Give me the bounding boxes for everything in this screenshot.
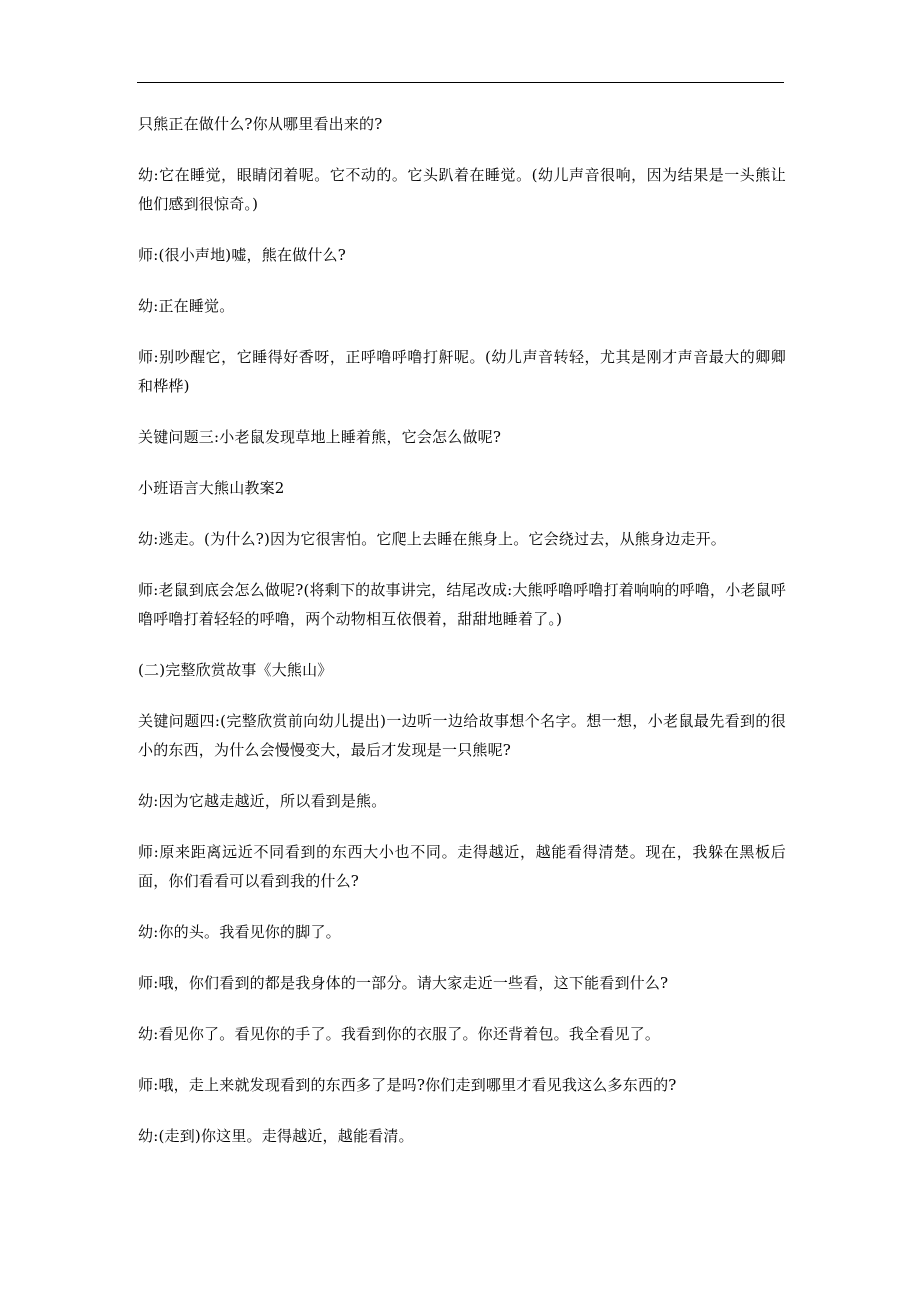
paragraph: 关键问题三:小老鼠发现草地上睡着熊，它会怎么做呢? <box>138 428 502 446</box>
paragraph: 关键问题四:(完整欣赏前向幼儿提出)一边听一边给故事想个名字。想一想，小老鼠最先看到的很小的东西，为什么会慢慢变大，最后才发现是一只熊呢? <box>138 712 786 759</box>
paragraph: 幼:正在睡觉。 <box>138 297 235 315</box>
section-heading: (二)完整欣赏故事《大熊山》 <box>138 661 333 679</box>
paragraph: 幼:它在睡觉，眼睛闭着呢。它不动的。它头趴着在睡觉。(幼儿声音很响，因为结果是一头熊让他们感到很惊奇。) <box>138 166 786 213</box>
paragraph: 幼:看见你了。看见你的手了。我看到你的衣服了。你还背着包。我全看见了。 <box>138 1025 661 1043</box>
paragraph: 幼:逃走。(为什么?)因为它很害怕。它爬上去睡在熊身上。它会绕过去，从熊身边走开。 <box>138 530 727 548</box>
paragraph: 师:哦，走上来就发现看到的东西多了是吗?你们走到哪里才看见我这么多东西的? <box>138 1076 677 1094</box>
paragraph: 幼:你的头。我看见你的脚了。 <box>138 923 341 941</box>
section-title: 小班语言大熊山教案2 <box>138 479 285 497</box>
paragraph: 师:哦，你们看到的都是我身体的一部分。请大家走近一些看，这下能看到什么? <box>138 974 669 992</box>
document-body <box>138 110 786 1173</box>
header-rule <box>137 82 784 83</box>
paragraph: 师:(很小声地)嘘，熊在做什么? <box>138 246 347 264</box>
paragraph: 幼:(走到)你这里。走得越近，越能看清。 <box>138 1127 414 1145</box>
paragraph: 师:别吵醒它，它睡得好香呀，正呼噜呼噜打鼾呢。(幼儿声音转轻，尤其是刚才声音最大的卿卿和桦桦) <box>138 348 786 395</box>
paragraph: 只熊正在做什么?你从哪里看出来的? <box>138 115 383 133</box>
paragraph: 师:老鼠到底会怎么做呢?(将剩下的故事讲完，结尾改成:大熊呼噜呼噜打着响响的呼噜，小老鼠呼噜呼噜打着轻轻的呼噜，两个动物相互依偎着，甜甜地睡着了。) <box>138 581 787 628</box>
paragraph: 师:原来距离远近不同看到的东西大小也不同。走得越近，越能看得清楚。现在，我躲在黑板后面，你们看看可以看到我的什么? <box>138 843 786 890</box>
paragraph: 幼:因为它越走越近，所以看到是熊。 <box>138 792 387 810</box>
